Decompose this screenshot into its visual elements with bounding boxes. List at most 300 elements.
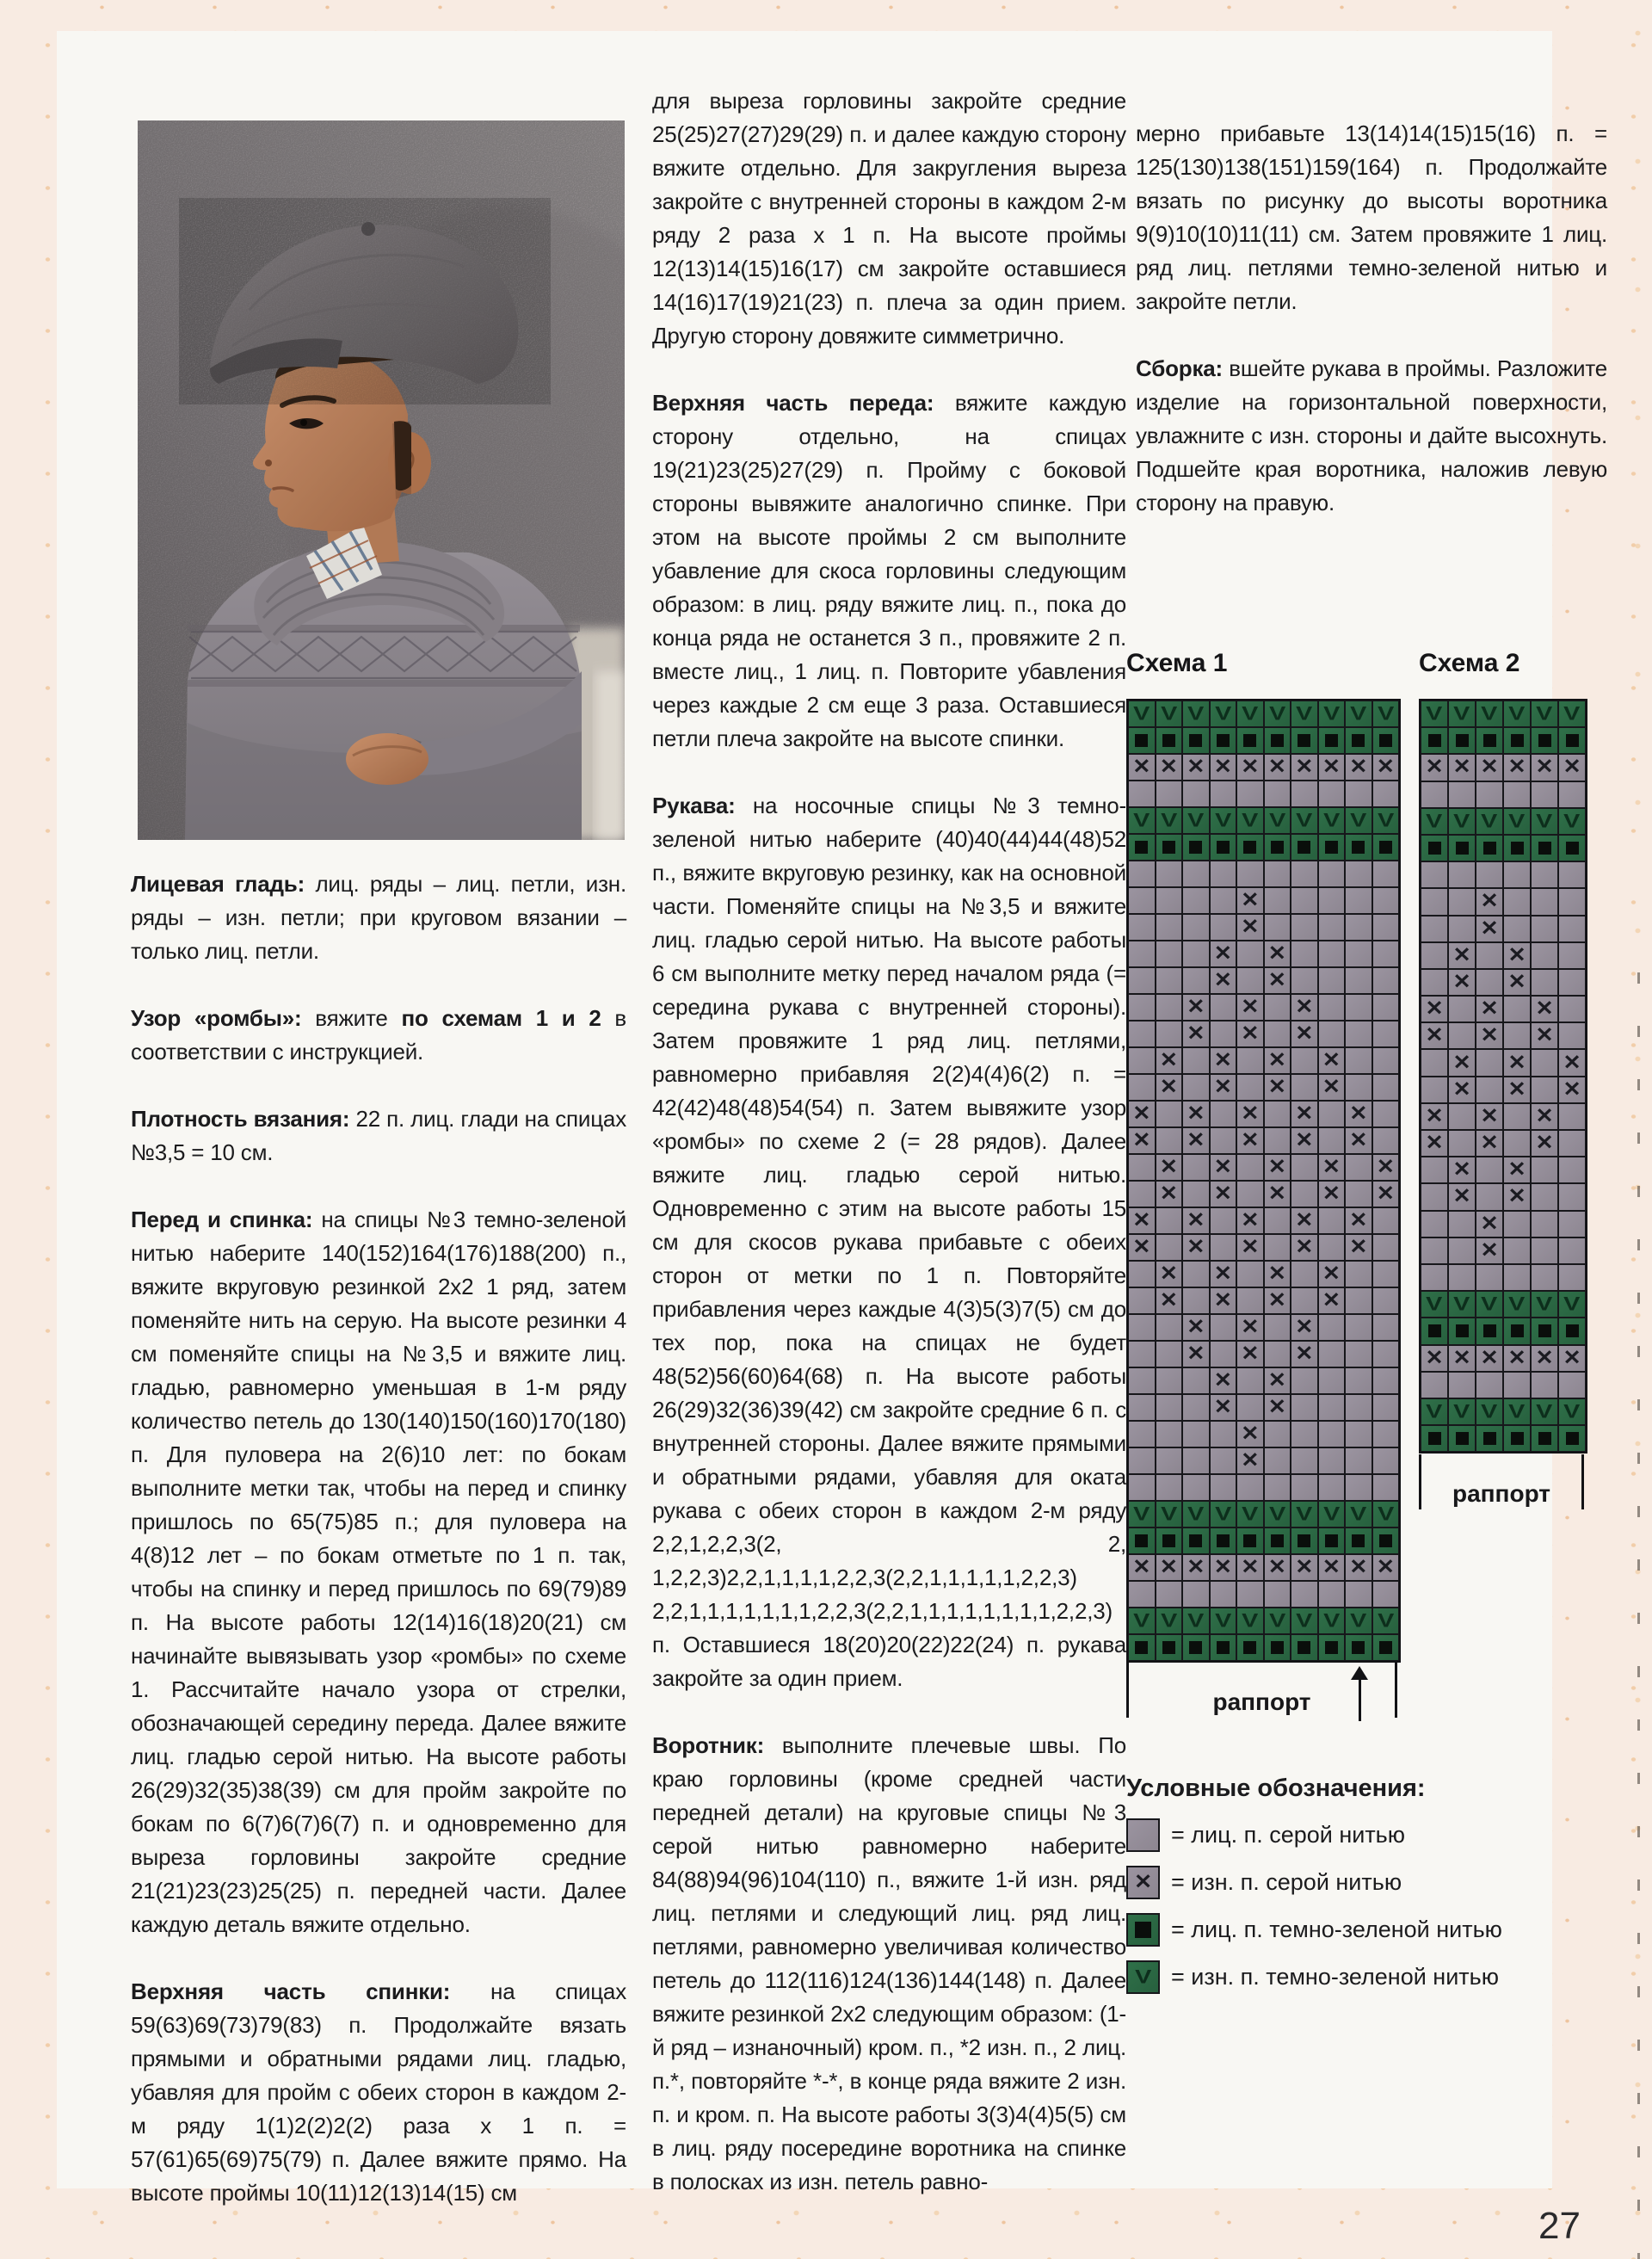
purl-gray-cell: ✕ <box>1291 1207 1318 1234</box>
knit-gray-cell <box>1210 994 1237 1021</box>
knit-gray-cell <box>1128 1447 1156 1474</box>
knit-gray-cell <box>1291 914 1318 941</box>
purl-gray-cell: ✕ <box>1182 1341 1210 1367</box>
knit-gray-cell <box>1210 1234 1237 1261</box>
text-column-left <box>131 867 626 2244</box>
purl-dark-green-cell: V <box>1318 701 1346 727</box>
purl-gray-cell: ✕ <box>1236 994 1264 1021</box>
knit-gray-cell <box>1318 1581 1346 1608</box>
knit-gray-cell <box>1236 1047 1264 1074</box>
purl-gray-cell: ✕ <box>1448 969 1476 996</box>
knit-gray-cell <box>1503 781 1531 808</box>
knit-gray-cell <box>1182 1367 1210 1394</box>
purl-dark-green-cell: V <box>1476 701 1503 727</box>
purl-gray-cell: ✕ <box>1421 1345 1448 1372</box>
knit-dark-green-cell <box>1372 834 1400 861</box>
knit-dark-green-cell <box>1503 1318 1531 1344</box>
chart-row <box>1128 1394 1399 1421</box>
purl-gray-cell: ✕ <box>1210 1047 1237 1074</box>
purl-gray-cell: ✕ <box>1345 754 1372 781</box>
knit-gray-cell <box>1372 1207 1400 1234</box>
knit-dark-green-cell <box>1558 727 1586 754</box>
chart-row <box>1128 1608 1399 1634</box>
knit-gray-cell <box>1448 888 1476 915</box>
knit-gray-cell <box>1156 1367 1183 1394</box>
purl-dark-green-cell: V <box>1182 1501 1210 1528</box>
purl-dark-green-cell: V <box>1128 1608 1156 1634</box>
chart-row <box>1128 727 1399 754</box>
paragraph-text: в соответствии с инструкцией. <box>131 1005 627 1065</box>
knit-gray-cell <box>1264 1581 1291 1608</box>
knit-gray-cell <box>1503 996 1531 1022</box>
purl-dark-green-cell: V <box>1421 1291 1448 1318</box>
knit-gray-cell <box>1448 1130 1476 1157</box>
knit-gray-cell <box>1128 781 1156 807</box>
knit-gray-cell <box>1128 861 1156 887</box>
paragraph-lead: Сборка: <box>1136 355 1230 381</box>
knit-gray-cell <box>1156 1234 1183 1261</box>
knit-dark-green-cell <box>1345 834 1372 861</box>
knit-gray-cell <box>1476 1049 1503 1076</box>
knit-dark-green-cell <box>1476 835 1503 861</box>
knit-gray-cell <box>1210 914 1237 941</box>
knit-gray-cell <box>1531 1157 1558 1183</box>
knit-gray-cell <box>1476 1077 1503 1103</box>
chart-row <box>1421 1345 1586 1372</box>
knit-gray-cell <box>1448 1022 1476 1049</box>
knit-gray-cell <box>1345 861 1372 887</box>
paragraph <box>652 1729 1126 2199</box>
knit-dark-green-cell <box>1318 834 1346 861</box>
knit-gray-cell <box>1421 942 1448 969</box>
chart-row <box>1421 808 1586 835</box>
purl-gray-cell: ✕ <box>1156 1047 1183 1074</box>
knit-gray-cell <box>1210 1421 1237 1447</box>
knit-gray-cell <box>1372 1367 1400 1394</box>
purl-gray-cell: ✕ <box>1236 1101 1264 1127</box>
knit-gray-cell <box>1128 1394 1156 1421</box>
paragraph <box>652 386 1126 756</box>
paragraph-text: на спицах 59(63)69(73)79(83) п. Продолжайте вязать прямыми и обратными рядами лиц. гладью, убавляя для пройм с обеих сторон в каждом 2-м ряду 1(1)2(2)2(2) раза х 1 п. = 57(61)65(69)75(79) п. Далее вяжите прямо. На высоте проймы 10(11)12(13)14(15) см <box>131 1978 626 2206</box>
knit-gray-cell <box>1156 1207 1183 1234</box>
purl-gray-cell: ✕ <box>1264 1394 1291 1421</box>
knit-gray-cell <box>1531 1077 1558 1103</box>
purl-dark-green-cell: V <box>1558 1291 1586 1318</box>
legend-item-label: = лиц. п. темно-зеленой нитью <box>1171 1916 1502 1942</box>
knit-gray-cell <box>1345 781 1372 807</box>
knit-dark-green-cell <box>1156 1634 1183 1661</box>
knit-dark-green-cell <box>1448 1425 1476 1452</box>
knit-gray-cell <box>1291 887 1318 914</box>
knit-gray-cell <box>1372 1101 1400 1127</box>
knit-gray-cell <box>1345 1394 1372 1421</box>
purl-gray-cell: ✕ <box>1448 1183 1476 1210</box>
knit-gray-cell <box>1128 1181 1156 1207</box>
knit-gray-cell <box>1421 1211 1448 1238</box>
knit-gray-cell <box>1531 942 1558 969</box>
purl-gray-cell: ✕ <box>1236 1447 1264 1474</box>
purl-gray-cell: ✕ <box>1156 754 1183 781</box>
paragraph-lead: Верхняя часть переда: <box>652 390 955 416</box>
chart-row <box>1128 807 1399 834</box>
knit-gray-cell <box>1291 1181 1318 1207</box>
knit-gray-cell <box>1291 861 1318 887</box>
knit-gray-cell <box>1156 861 1183 887</box>
knit-gray-cell <box>1156 1474 1183 1501</box>
knit-gray-cell <box>1558 969 1586 996</box>
knit-dark-green-cell <box>1448 835 1476 861</box>
knit-dark-green-cell <box>1372 1528 1400 1554</box>
knit-gray-cell <box>1372 1581 1400 1608</box>
paragraph-lead: Верхняя часть спинки: <box>131 1978 491 2004</box>
knit-gray-cell <box>1345 1287 1372 1314</box>
purl-gray-cell: ✕ <box>1236 1421 1264 1447</box>
purl-gray-cell: ✕ <box>1264 1261 1291 1287</box>
purl-gray-cell: ✕ <box>1210 1394 1237 1421</box>
legend-item-label: = изн. п. серой нитью <box>1171 1869 1402 1895</box>
knit-dark-green-cell <box>1236 1528 1264 1554</box>
knit-gray-cell <box>1345 1314 1372 1341</box>
knit-gray-cell <box>1372 1047 1400 1074</box>
purl-gray-cell: ✕ <box>1476 754 1503 781</box>
purl-gray-cell: ✕ <box>1128 1207 1156 1234</box>
knit-gray-cell <box>1531 1264 1558 1291</box>
knit-gray-cell <box>1448 916 1476 942</box>
knit-gray-cell <box>1264 1207 1291 1234</box>
purl-dark-green-cell: V <box>1531 701 1558 727</box>
knit-dark-green-cell <box>1156 727 1183 754</box>
knit-gray-cell <box>1345 1367 1372 1394</box>
knit-gray-cell <box>1372 1127 1400 1154</box>
knit-gray-cell <box>1264 1447 1291 1474</box>
purl-dark-green-cell: V <box>1128 701 1156 727</box>
knit-gray-cell <box>1156 1101 1183 1127</box>
knit-gray-cell <box>1318 941 1346 967</box>
knit-gray-cell <box>1372 861 1400 887</box>
purl-gray-cell: ✕ <box>1558 1345 1586 1372</box>
knit-gray-cell <box>1421 1372 1448 1398</box>
knit-gray-cell <box>1531 888 1558 915</box>
knit-gray-cell <box>1372 994 1400 1021</box>
knit-gray-cell <box>1291 967 1318 994</box>
knit-gray-cell <box>1476 781 1503 808</box>
purl-gray-cell: ✕ <box>1318 1154 1346 1181</box>
knit-gray-cell <box>1448 1264 1476 1291</box>
chart-row <box>1421 1211 1586 1238</box>
knit-dark-green-cell <box>1345 727 1372 754</box>
purl-gray-cell: ✕ <box>1128 1554 1156 1581</box>
purl-dark-green-cell: V <box>1372 1501 1400 1528</box>
purl-dark-green-cell: V <box>1182 701 1210 727</box>
knit-gray-cell <box>1182 1394 1210 1421</box>
knit-gray-cell <box>1476 969 1503 996</box>
knit-gray-cell <box>1156 1021 1183 1047</box>
knit-dark-green-cell <box>1236 834 1264 861</box>
chart-row <box>1128 754 1399 781</box>
purl-dark-green-cell: V <box>1421 701 1448 727</box>
purl-dark-green-cell: V <box>1531 1291 1558 1318</box>
knit-gray-cell <box>1372 1447 1400 1474</box>
chart-row <box>1421 969 1586 996</box>
knit-gray-cell <box>1264 1127 1291 1154</box>
knit-gray-cell <box>1372 1421 1400 1447</box>
chart-row <box>1128 1501 1399 1528</box>
purl-gray-cell: ✕ <box>1182 1207 1210 1234</box>
purl-gray-cell: ✕ <box>1182 1314 1210 1341</box>
knit-gray-cell <box>1345 887 1372 914</box>
knit-dark-green-cell <box>1210 727 1237 754</box>
purl-gray-cell: ✕ <box>1531 996 1558 1022</box>
purl-dark-green-cell: V <box>1372 1608 1400 1634</box>
knit-gray-cell <box>1421 1157 1448 1183</box>
knit-gray-cell <box>1156 1581 1183 1608</box>
purl-gray-cell: ✕ <box>1236 914 1264 941</box>
knit-gray-cell <box>1126 1818 1160 1852</box>
knit-gray-cell <box>1291 1394 1318 1421</box>
knit-gray-cell <box>1291 1154 1318 1181</box>
knit-gray-cell <box>1421 1077 1448 1103</box>
boy-in-knit-pullover-photo <box>138 120 625 840</box>
knit-dark-green-cell <box>1128 1634 1156 1661</box>
knit-dark-green-cell <box>1128 727 1156 754</box>
purl-gray-cell: ✕ <box>1210 1261 1237 1287</box>
knit-gray-cell <box>1476 861 1503 888</box>
purl-gray-cell: ✕ <box>1531 1103 1558 1130</box>
purl-gray-cell: ✕ <box>1448 942 1476 969</box>
knit-gray-cell <box>1531 1183 1558 1210</box>
purl-dark-green-cell: V <box>1448 701 1476 727</box>
knit-gray-cell <box>1182 1261 1210 1287</box>
purl-gray-cell: ✕ <box>1291 754 1318 781</box>
knit-gray-cell <box>1210 1101 1237 1127</box>
knit-dark-green-cell <box>1264 1528 1291 1554</box>
knit-gray-cell <box>1264 887 1291 914</box>
knit-gray-cell <box>1345 1154 1372 1181</box>
knit-gray-cell <box>1558 1183 1586 1210</box>
purl-gray-cell: ✕ <box>1264 941 1291 967</box>
text-column-right <box>1136 117 1607 553</box>
chart-row <box>1421 861 1586 888</box>
chart-row <box>1128 1528 1399 1554</box>
purl-gray-cell: ✕ <box>1476 1103 1503 1130</box>
chart-row <box>1421 701 1586 727</box>
knit-gray-cell <box>1264 861 1291 887</box>
purl-dark-green-cell: V <box>1264 807 1291 834</box>
purl-gray-cell: ✕ <box>1345 1234 1372 1261</box>
knit-gray-cell <box>1503 888 1531 915</box>
purl-gray-cell: ✕ <box>1156 1554 1183 1581</box>
purl-gray-cell: ✕ <box>1182 1127 1210 1154</box>
purl-gray-cell: ✕ <box>1421 996 1448 1022</box>
knit-gray-cell <box>1318 1207 1346 1234</box>
knit-gray-cell <box>1372 1314 1400 1341</box>
knit-gray-cell <box>1372 781 1400 807</box>
knit-gray-cell <box>1291 1287 1318 1314</box>
purl-gray-cell: ✕ <box>1291 1101 1318 1127</box>
purl-gray-cell: ✕ <box>1264 754 1291 781</box>
knit-gray-cell <box>1531 916 1558 942</box>
purl-gray-cell: ✕ <box>1318 1074 1346 1101</box>
chart-row <box>1128 1314 1399 1341</box>
knit-gray-cell <box>1128 941 1156 967</box>
purl-dark-green-cell: V <box>1318 1501 1346 1528</box>
purl-gray-cell: ✕ <box>1291 1127 1318 1154</box>
purl-gray-cell: ✕ <box>1531 1345 1558 1372</box>
knit-gray-cell <box>1291 1261 1318 1287</box>
legend-item <box>1126 1913 1608 1947</box>
knit-gray-cell <box>1531 969 1558 996</box>
knit-gray-cell <box>1318 781 1346 807</box>
paragraph <box>131 867 626 968</box>
knit-gray-cell <box>1318 1341 1346 1367</box>
purl-dark-green-cell: V <box>1210 807 1237 834</box>
purl-dark-green-cell: V <box>1291 1501 1318 1528</box>
knit-gray-cell <box>1531 781 1558 808</box>
purl-dark-green-cell: V <box>1128 807 1156 834</box>
purl-gray-cell: ✕ <box>1182 1021 1210 1047</box>
knit-gray-cell <box>1421 888 1448 915</box>
chart-row <box>1421 727 1586 754</box>
paragraph <box>131 1002 626 1069</box>
knit-gray-cell <box>1345 1181 1372 1207</box>
knit-gray-cell <box>1372 1287 1400 1314</box>
purl-dark-green-cell: V <box>1156 701 1183 727</box>
purl-dark-green-cell: V <box>1236 1501 1264 1528</box>
purl-gray-cell: ✕ <box>1182 994 1210 1021</box>
knit-gray-cell <box>1128 1047 1156 1074</box>
knit-gray-cell <box>1236 1287 1264 1314</box>
purl-gray-cell: ✕ <box>1503 1157 1531 1183</box>
chart-row <box>1421 942 1586 969</box>
chart-row <box>1128 1207 1399 1234</box>
paragraph <box>652 789 1126 1695</box>
purl-gray-cell: ✕ <box>1503 969 1531 996</box>
purl-gray-cell: ✕ <box>1503 1077 1531 1103</box>
purl-dark-green-cell: V <box>1448 808 1476 835</box>
purl-dark-green-cell: V <box>1291 807 1318 834</box>
knit-gray-cell <box>1558 942 1586 969</box>
knit-dark-green-cell <box>1318 727 1346 754</box>
knit-gray-cell <box>1264 1101 1291 1127</box>
knit-gray-cell <box>1318 887 1346 914</box>
knit-gray-cell <box>1558 1264 1586 1291</box>
knit-gray-cell <box>1448 781 1476 808</box>
chart-legend <box>1126 1774 1608 2008</box>
knit-dark-green-cell <box>1421 727 1448 754</box>
purl-dark-green-cell: V <box>1291 1608 1318 1634</box>
knit-gray-cell <box>1156 1127 1183 1154</box>
knit-gray-cell <box>1210 1474 1237 1501</box>
knit-gray-cell <box>1236 1367 1264 1394</box>
knit-gray-cell <box>1318 1447 1346 1474</box>
knit-gray-cell <box>1345 1074 1372 1101</box>
knit-gray-cell <box>1210 887 1237 914</box>
purl-dark-green-cell: V <box>1318 807 1346 834</box>
purl-gray-cell: ✕ <box>1318 1047 1346 1074</box>
knit-gray-cell <box>1372 1341 1400 1367</box>
knit-dark-green-cell <box>1531 835 1558 861</box>
purl-dark-green-cell: V <box>1156 1501 1183 1528</box>
knit-gray-cell <box>1558 1130 1586 1157</box>
knit-dark-green-cell <box>1210 1528 1237 1554</box>
purl-gray-cell: ✕ <box>1210 1287 1237 1314</box>
knit-gray-cell <box>1128 1287 1156 1314</box>
chart-row <box>1421 781 1586 808</box>
knit-dark-green-cell <box>1372 727 1400 754</box>
purl-gray-cell: ✕ <box>1476 1345 1503 1372</box>
purl-gray-cell: ✕ <box>1448 1157 1476 1183</box>
knit-dark-green-cell <box>1156 834 1183 861</box>
knit-dark-green-cell <box>1291 834 1318 861</box>
knit-gray-cell <box>1531 1049 1558 1076</box>
purl-gray-cell: ✕ <box>1318 754 1346 781</box>
knit-gray-cell <box>1476 1372 1503 1398</box>
purl-dark-green-cell: V <box>1558 701 1586 727</box>
knit-dark-green-cell <box>1182 727 1210 754</box>
knit-gray-cell <box>1448 1211 1476 1238</box>
knit-gray-cell <box>1156 1421 1183 1447</box>
knit-gray-cell <box>1372 914 1400 941</box>
knit-gray-cell <box>1448 1372 1476 1398</box>
knit-gray-cell <box>1558 781 1586 808</box>
knit-gray-cell <box>1291 1581 1318 1608</box>
knit-dark-green-cell <box>1476 1318 1503 1344</box>
knit-dark-green-cell <box>1182 834 1210 861</box>
chart-row <box>1128 1581 1399 1608</box>
knit-dark-green-cell <box>1128 834 1156 861</box>
knit-gray-cell <box>1236 861 1264 887</box>
purl-dark-green-cell: V <box>1210 1608 1237 1634</box>
knit-dark-green-cell <box>1372 1634 1400 1661</box>
purl-gray-cell: ✕ <box>1531 1022 1558 1049</box>
purl-gray-cell: ✕ <box>1156 1181 1183 1207</box>
chart-row <box>1128 1074 1399 1101</box>
knit-gray-cell <box>1345 1474 1372 1501</box>
knit-gray-cell <box>1156 914 1183 941</box>
legend-item <box>1126 1866 1608 1899</box>
knit-dark-green-cell <box>1345 1528 1372 1554</box>
purl-gray-cell: ✕ <box>1128 1127 1156 1154</box>
purl-gray-cell: ✕ <box>1264 1074 1291 1101</box>
purl-gray-cell: ✕ <box>1558 1049 1586 1076</box>
purl-dark-green-cell: V <box>1558 1398 1586 1425</box>
paragraph <box>131 1203 626 1941</box>
knit-gray-cell <box>1318 1421 1346 1447</box>
chart-row <box>1128 1634 1399 1661</box>
magazine-page <box>57 31 1607 2206</box>
knit-gray-cell <box>1182 1181 1210 1207</box>
purl-gray-cell: ✕ <box>1291 1021 1318 1047</box>
paragraph-text: лиц. ряды – лиц. петли, изн. ряды – изн. петли; при круговом вязании – только лиц. петли. <box>131 871 626 964</box>
knit-gray-cell <box>1503 916 1531 942</box>
knit-gray-cell <box>1156 941 1183 967</box>
knit-gray-cell <box>1156 1394 1183 1421</box>
knit-gray-cell <box>1264 1341 1291 1367</box>
purl-gray-cell: ✕ <box>1156 1287 1183 1314</box>
purl-gray-cell: ✕ <box>1182 754 1210 781</box>
knit-gray-cell <box>1182 941 1210 967</box>
chart-row <box>1128 1447 1399 1474</box>
knit-gray-cell <box>1345 967 1372 994</box>
knit-gray-cell <box>1264 1421 1291 1447</box>
chart-row <box>1128 781 1399 807</box>
purl-gray-cell: ✕ <box>1291 1234 1318 1261</box>
knit-dark-green-cell <box>1318 1634 1346 1661</box>
knit-gray-cell <box>1318 1234 1346 1261</box>
knit-gray-cell <box>1128 967 1156 994</box>
chart-row <box>1128 1127 1399 1154</box>
chart1-rapport-label: раппорт <box>1212 1688 1311 1715</box>
